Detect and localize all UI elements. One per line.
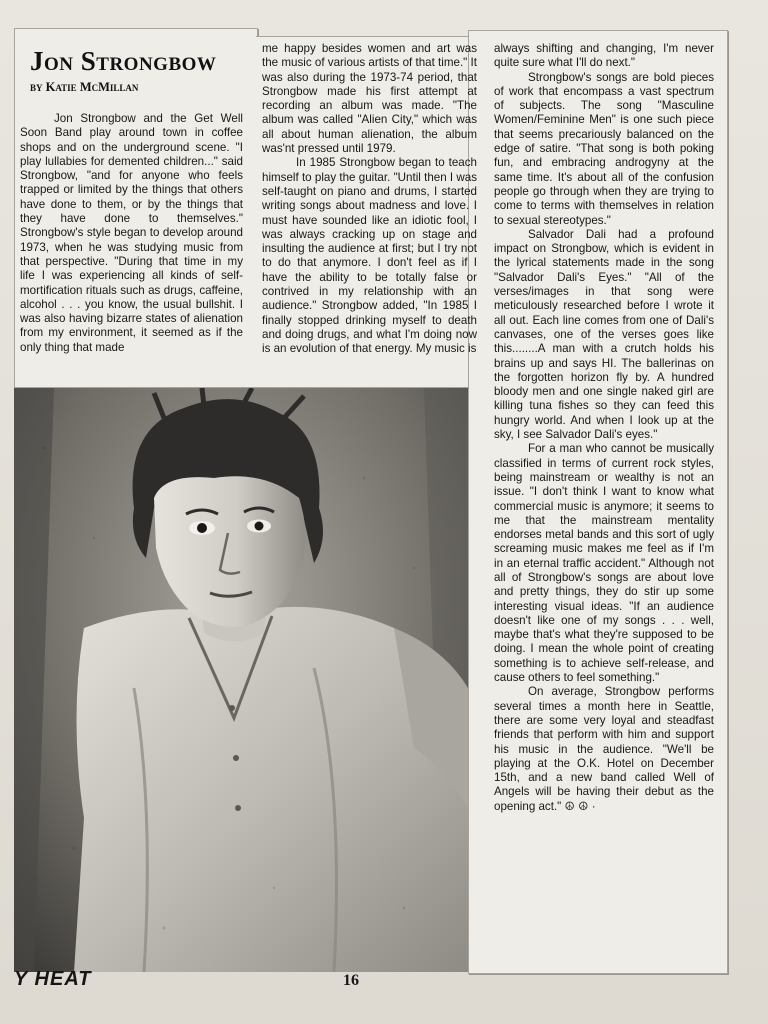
article-column-1 xyxy=(20,112,243,355)
paragraph: always shifting and changing, I'm never quite sure what I'll do next." xyxy=(494,42,714,70)
page-number: 16 xyxy=(343,972,359,989)
paragraph: Jon Strongbow and the Get Well Soon Band play around town in coffee shops and on the underground scene. "I play lullabies for demented children..." said Strongbow, "and for anyone who feels trapped or limited by the things that others have done to them, or by the things that they have done to themselves." Strongbow's style began to develop around 1973, when he was studying music from that perspective. "During that time in my life I was experiencing all kinds of self-mortification rituals such as drugs, caffeine, alcohol . . . you know, the usual bullshit. I was also having bizarre states of alienation from my environment, it seemed as if the only thing that made xyxy=(20,112,243,354)
article-title: Jon Strongbow xyxy=(30,46,217,76)
article-column-2 xyxy=(262,42,477,357)
paragraph: For a man who cannot be musically classified in terms of current rock styles, being mainstream or wealthy is not an issue. "I don't think I want to know what commercial music is anymore; it seems to me that the mainstream mentality endorses metal bands and this sort of ugly screaming music makes me feel as if I'm in an eternal traffic accident." Although not all of Strongbow's songs are about love and pretty things, they do stir up some interesting visual ideas. "If an audience doesn't like one of my songs . . . well, maybe that's what they're supposed to be doing. I mean the whole point of creating something is to achieve self-release, and cause others to feel something." xyxy=(494,442,714,685)
article-column-3 xyxy=(494,42,714,814)
paragraph: In 1985 Strongbow began to teach himself to play the guitar. "Until then I was self-taught on piano and drums, I started writing songs about madness and love. I must have sounded like an idiotic fool, I was always cracking up on stage and insulting the audience at first; but I try not to do that anymore. I don't feel as if I have the ability to be totally false or contrived in my relationship with an audience." Strongbow added, "In 1985 I finally stopped drinking myself to death and doing drugs, and what I'm doing now is an evolution of that energy. My music is xyxy=(262,156,477,356)
article-byline: by Katie McMillan xyxy=(30,80,139,94)
paragraph: me happy besides women and art was the music of various artists of that time." It was also during the 1973-74 period, that Strongbow made his first attempt at recording an album was made. "The album was called "Alien City," which was all about human alienation, the album was'nt pressed until 1979. xyxy=(262,42,477,156)
paragraph: On average, Strongbow performs several times a month here in Seattle, there are some very loyal and steadfast friends that perform with him and support his music in the audience. "We'll be playing at the O.K. Hotel on December 15th, and a new band called Well of Angels will be having their debut as the opening act." ☮ ☮ · xyxy=(494,685,714,813)
paragraph: Strongbow's songs are bold pieces of work that encompass a vast spectrum of subjects. The song "Masculine Women/Feminine Men" is one such piece that seems precariously balanced on the edge of satire. "That song is both poking fun, and embracing androgyny at the same time. It's about all of the confusion people go through when they are trying to come to terms with themselves in relation to sexual stereotypes." xyxy=(494,70,714,227)
magazine-logo-fragment: Y HEAT xyxy=(14,968,92,990)
paragraph: Salvador Dali had a profound impact on Strongbow, which is evident in the lyrical statements made in the song "Salvador Dali's Eyes." "All of the verses/images in that song were meticulously researched before I wrote it all out. Each line comes from one of Dali's canvases, one of the verses goes like this........A man with a crutch holds his brains up and says HI. The ballerinas on the forgotten horizon fly by. A hundred bloody men and one single naked girl are killing tuna fishes so they can feed this hungry world. And when I look up at the sky, I see Salvador Dali's eyes." xyxy=(494,227,714,442)
portrait-photo xyxy=(14,388,468,972)
portrait-illustration xyxy=(14,388,468,972)
